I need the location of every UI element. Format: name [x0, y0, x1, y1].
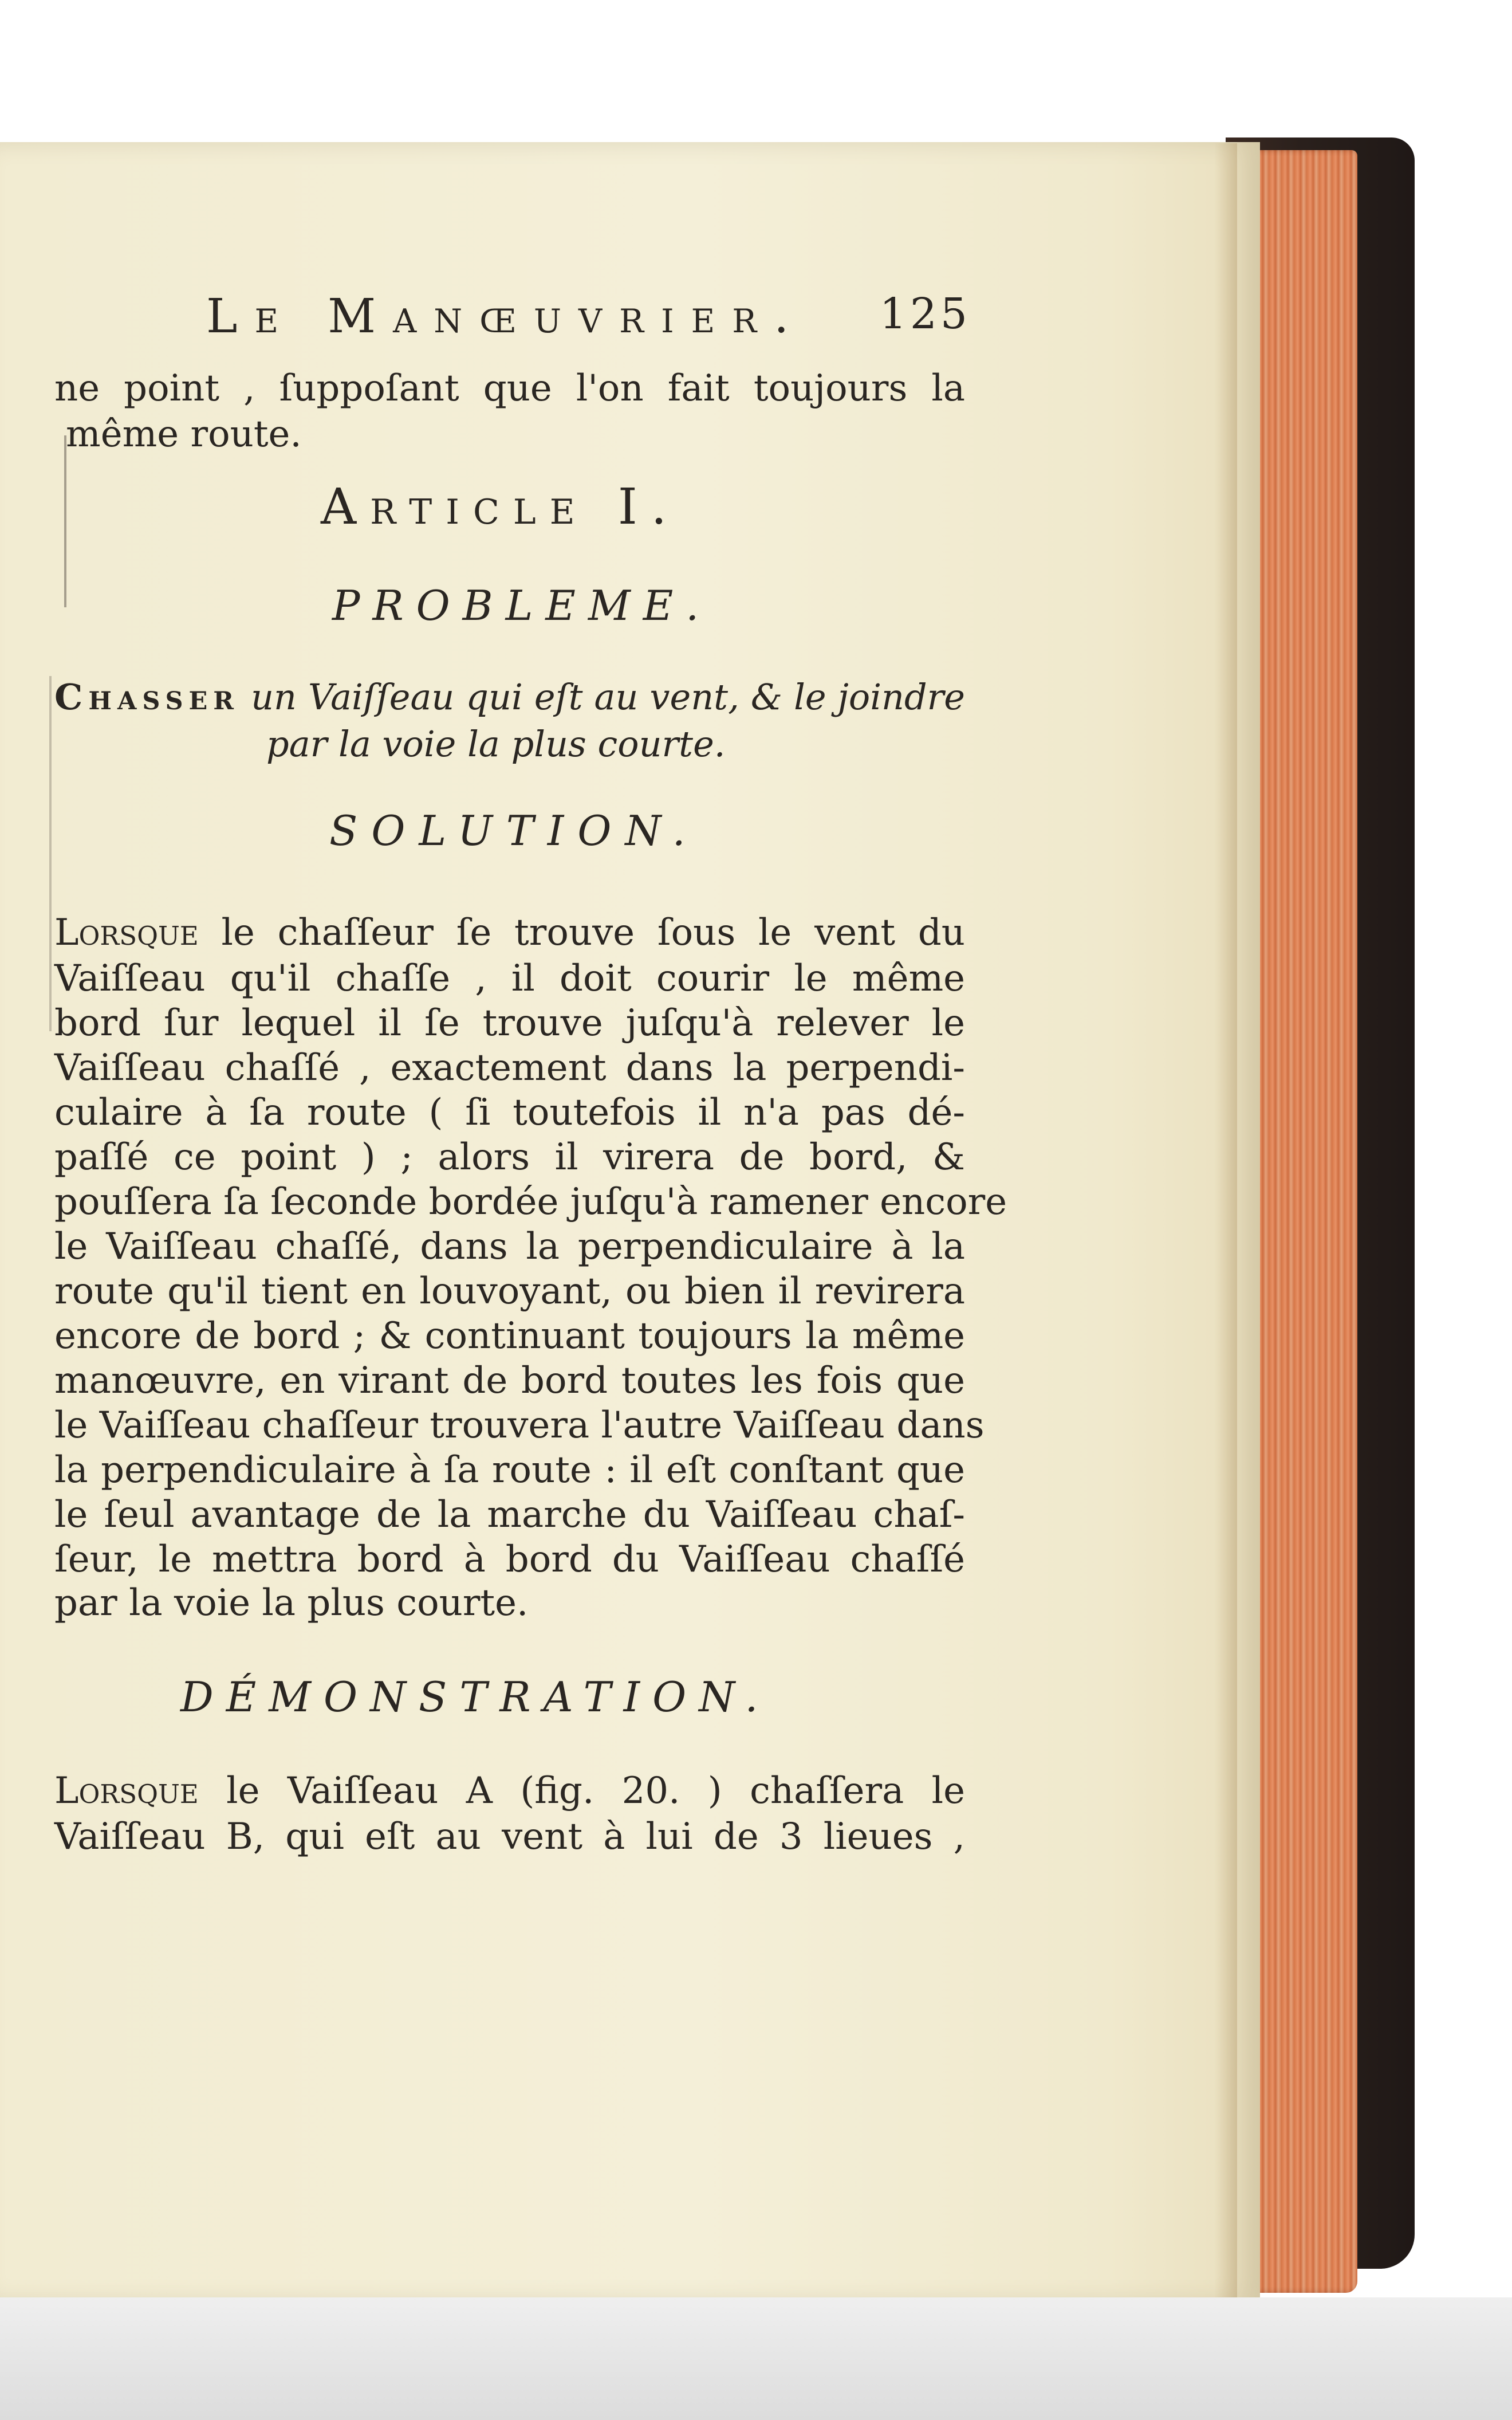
running-title: Le Manœuvrier. [206, 289, 806, 344]
solution-heading: SOLUTION. [329, 807, 699, 855]
carry-over-line: ne point , ſuppoſant que l'on fait toujours la [54, 367, 965, 410]
solution-line: la perpendiculaire à ſa route : il eſt conſtant que [54, 1449, 965, 1491]
statement-line-1: un Vaiſſeau qui eſt au vent, & le joindre [239, 676, 965, 718]
demonstration-lead: Lorsque [54, 1770, 199, 1812]
solution-line: Vaiſſeau chaſſé , exactement dans la perpendi- [54, 1047, 965, 1089]
running-header [206, 289, 971, 347]
problem-statement [54, 676, 965, 718]
carry-over-line: même route. [66, 413, 302, 455]
statement-lead: Chasser [54, 676, 240, 718]
page-gutter-shadow [1214, 143, 1237, 2297]
demonstration-line [54, 1768, 965, 1814]
statement-line-2: par la voie la plus courte. [266, 723, 726, 765]
margin-pencil-line [64, 435, 66, 607]
solution-line: bord ſur lequel il ſe trouve juſqu'à relever le [54, 1002, 965, 1044]
solution-line: encore de bord ; & continuant toujours la même [54, 1315, 965, 1357]
solution-line: le Vaiſſeau chaſſé, dans la perpendiculaire à la [54, 1225, 965, 1268]
demonstration-line: Vaiſſeau B, qui eſt au vent à lui de 3 lieues , [54, 1816, 965, 1858]
margin-pencil-line [49, 676, 52, 1031]
solution-first-rest: le chaſſeur ſe trouve ſous le vent du [198, 912, 965, 954]
solution-line [54, 910, 965, 956]
demonstration-first-rest: le Vaiſſeau A (fig. 20. ) chaſſera le [198, 1770, 965, 1812]
probleme-heading: PROBLEME. [332, 582, 712, 630]
solution-line: route qu'il tient en louvoyant, ou bien il revirera [54, 1270, 965, 1313]
solution-line: manœuvre, en virant de bord toutes les fois que [54, 1360, 965, 1402]
solution-line: ſeur, le mettra bord à bord du Vaiſſeau chaſſé [54, 1538, 965, 1581]
demonstration-heading: DÉMONSTRATION. [180, 1673, 771, 1721]
solution-line: culaire à ſa route ( ſi toutefois il n'a pas dé- [54, 1091, 965, 1134]
page-number: 125 [879, 289, 971, 339]
solution-line: Vaiſſeau qu'il chaſſe , il doit courir le même [54, 957, 965, 1000]
solution-line: le ſeul avantage de la marche du Vaiſſeau chaſ- [54, 1494, 965, 1536]
solution-line: le Vaiſſeau chaſſeur trouvera l'autre Vaiſſeau dans [54, 1404, 985, 1447]
scan-background-top [0, 0, 1512, 143]
solution-last-line: par la voie la plus courte. [54, 1582, 529, 1624]
article-heading: Article I. [321, 478, 681, 536]
solution-line: pouſſera ſa ſeconde bordée juſqu'à ramener encore [54, 1181, 1007, 1223]
solution-lead: Lorsque [54, 912, 199, 954]
scan-background-bottom [0, 2297, 1512, 2420]
solution-line: paſſé ce point ) ; alors il virera de bord, & [54, 1136, 965, 1178]
